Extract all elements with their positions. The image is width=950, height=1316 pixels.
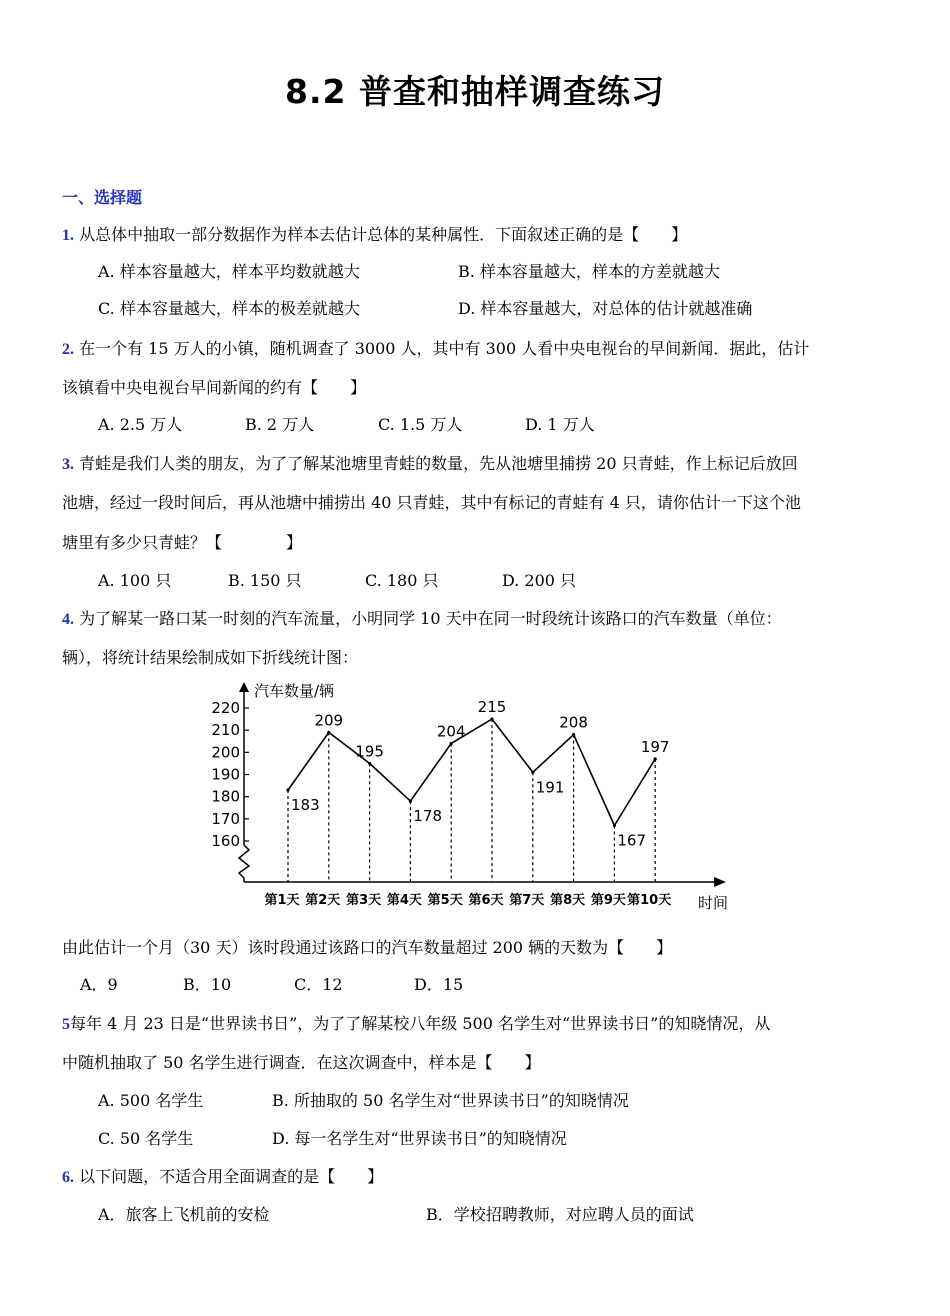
q2-option-b: B. 2 万人 <box>245 415 315 434</box>
data-point <box>531 771 534 774</box>
data-label: 167 <box>617 831 647 850</box>
x-tick-label: 第7天 <box>509 893 545 908</box>
question-6 <box>62 1167 383 1188</box>
y-tick-label: 190 <box>211 765 240 784</box>
q4-followup: 由此估计一个月（30 天）该时段通过该路口的汽车数量超过 200 辆的天数为【 】 <box>62 938 673 957</box>
section-heading: 一、选择题 <box>62 188 143 207</box>
q4-stem-line2: 辆），将统计结果绘制成如下折线统计图： <box>62 648 359 667</box>
question-1 <box>62 225 687 246</box>
data-point <box>654 757 657 760</box>
q4-option-c: C．12 <box>294 975 343 994</box>
x-tick-label: 第8天 <box>550 893 586 908</box>
question-2 <box>62 339 809 360</box>
q5-option-d: D. 每一名学生对“世界读书日”的知晓情况 <box>272 1129 567 1148</box>
q3-option-c: C. 180 只 <box>365 571 439 590</box>
q2-option-c: C. 1.5 万人 <box>378 415 463 434</box>
data-label: 208 <box>559 713 588 732</box>
y-tick-label: 170 <box>211 809 240 828</box>
question-3 <box>62 454 798 475</box>
question-5 <box>62 1014 770 1035</box>
y-tick-label: 180 <box>211 787 240 806</box>
y-axis-label: 汽车数量/辆 <box>254 682 335 700</box>
data-label: 197 <box>640 737 670 756</box>
x-axis-label: 时间 <box>698 894 729 912</box>
q3-stem-line2: 池塘，经过一段时间后，再从池塘中捕捞出 40 只青蛙，其中有标记的青蛙有 4 只，请你估计一下这个池 <box>62 493 801 512</box>
data-label: 209 <box>314 711 344 730</box>
q4-option-b: B．10 <box>183 975 232 994</box>
y-tick-label: 200 <box>211 743 240 762</box>
q5-option-b: B. 所抽取的 50 名学生对“世界读书日”的知晓情况 <box>272 1091 629 1110</box>
x-tick-label: 第5天 <box>427 893 463 908</box>
question-stem: 为了解某一路口某一时刻的汽车流量，小明同学 10 天中在同一时段统计该路口的汽车数量（单位： <box>79 609 782 628</box>
data-point <box>613 824 616 827</box>
data-point <box>490 717 493 720</box>
series-line <box>288 719 655 825</box>
x-tick-label: 第3天 <box>346 893 382 908</box>
question-stem: 以下问题，不适合用全面调查的是【 】 <box>79 1167 384 1186</box>
x-tick-label: 第2天 <box>305 893 341 908</box>
data-point <box>286 788 289 791</box>
question-number: 5 <box>62 1016 70 1033</box>
x-axis-arrow <box>714 877 726 887</box>
q1-option-b: B. 样本容量越大，样本的方差就越大 <box>458 262 720 281</box>
q5-option-a: A. 500 名学生 <box>98 1091 204 1110</box>
q4-option-d: D．15 <box>414 975 464 994</box>
axis-break <box>239 845 249 882</box>
q3-stem-line3: 塘里有多少只青蛙？【 】 <box>62 533 303 552</box>
line-chart <box>0 672 950 922</box>
q2-option-d: D. 1 万人 <box>525 415 595 434</box>
question-stem: 在一个有 15 万人的小镇，随机调查了 3000 人，其中有 300 人看中央电视台的早间新闻．据此，估计 <box>79 339 810 358</box>
data-label: 195 <box>355 742 384 761</box>
data-label: 204 <box>436 722 466 741</box>
data-label: 183 <box>291 796 320 815</box>
page-title: 8.2 普查和抽样调查练习 <box>285 72 665 111</box>
question-4 <box>62 609 782 630</box>
data-point <box>572 733 575 736</box>
x-tick-label: 第9天 <box>590 893 626 908</box>
q2-stem-line2: 该镇看中央电视台早间新闻的约有【 】 <box>62 378 367 397</box>
q5-stem-line2: 中随机抽取了 50 名学生进行调查．在这次调查中，样本是【 】 <box>62 1053 541 1072</box>
data-label: 215 <box>477 698 507 717</box>
q1-option-c: C. 样本容量越大，样本的极差就越大 <box>98 299 360 318</box>
question-stem: 从总体中抽取一部分数据作为样本去估计总体的某种属性．下面叙述正确的是【 】 <box>79 225 688 244</box>
q6-option-b: B．学校招聘教师，对应聘人员的面试 <box>426 1205 694 1224</box>
data-point <box>327 731 330 734</box>
data-point <box>450 742 453 745</box>
question-number: 3. <box>62 456 74 473</box>
data-point <box>368 762 371 765</box>
x-tick-label: 第10天 <box>627 893 672 908</box>
question-number: 4. <box>62 611 74 628</box>
q4-option-a: A．9 <box>80 975 118 994</box>
y-tick-label: 220 <box>211 699 240 717</box>
data-point <box>409 800 412 803</box>
y-axis-arrow <box>239 682 249 692</box>
question-number: 6. <box>62 1169 74 1186</box>
q5-option-c: C. 50 名学生 <box>98 1129 194 1148</box>
data-label: 191 <box>535 778 565 797</box>
q1-option-a: A. 样本容量越大，样本平均数就越大 <box>98 262 360 281</box>
q6-option-a: A．旅客上飞机前的安检 <box>98 1205 270 1224</box>
question-number: 1. <box>62 227 74 244</box>
q2-option-a: A. 2.5 万人 <box>98 415 183 434</box>
question-number: 2. <box>62 341 74 358</box>
y-tick-label: 160 <box>211 832 240 850</box>
x-tick-label: 第1天 <box>264 893 300 908</box>
q3-option-a: A. 100 只 <box>98 571 172 590</box>
question-stem: 每年 4 月 23 日是“世界读书日”，为了了解某校八年级 500 名学生对“世界读书日”的知晓情况，从 <box>70 1014 771 1033</box>
data-label: 178 <box>413 807 443 826</box>
q1-option-d: D. 样本容量越大，对总体的估计就越准确 <box>458 299 753 318</box>
x-tick-label: 第6天 <box>468 893 504 908</box>
y-tick-label: 210 <box>211 721 240 740</box>
x-tick-label: 第4天 <box>386 893 422 908</box>
question-stem: 青蛙是我们人类的朋友，为了了解某池塘里青蛙的数量，先从池塘里捕捞 20 只青蛙，作上标记后放回 <box>79 454 798 473</box>
q3-option-b: B. 150 只 <box>228 571 302 590</box>
q3-option-d: D. 200 只 <box>502 571 577 590</box>
